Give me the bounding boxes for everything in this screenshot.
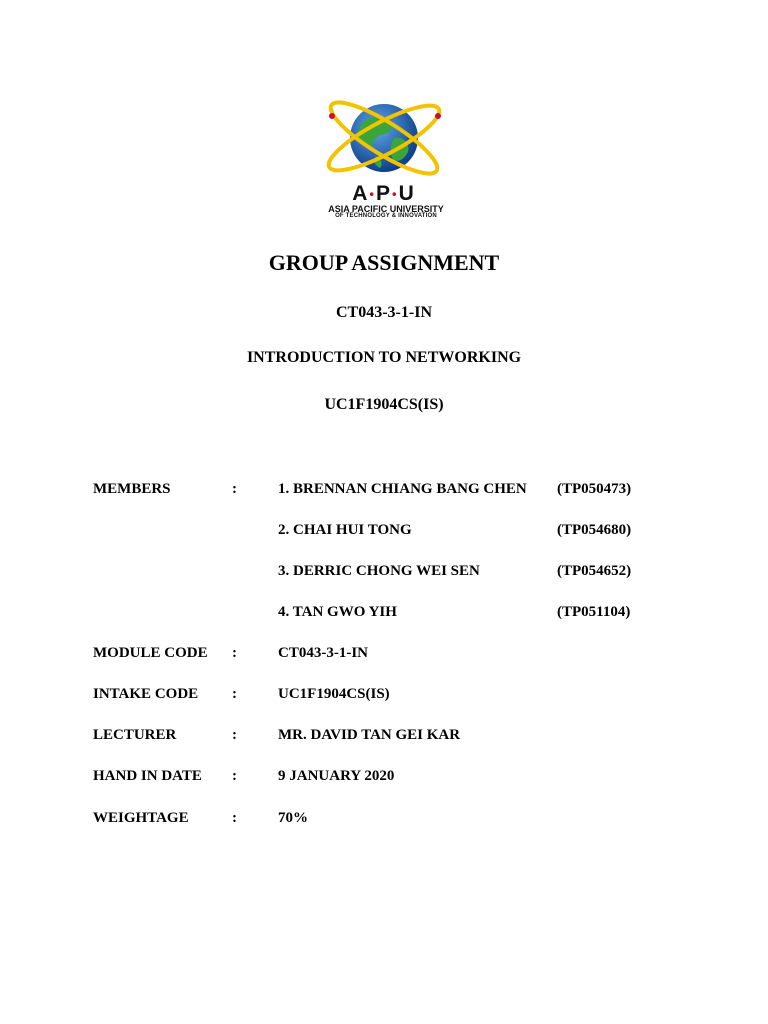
- detail-value: 9 JANUARY 2020: [278, 768, 395, 784]
- detail-label: HAND IN DATE: [93, 768, 202, 784]
- separator: :: [232, 727, 237, 743]
- member-id: (TP050473): [557, 481, 632, 497]
- detail-row-hand-in-date: [0, 766, 768, 786]
- detail-label: INTAKE CODE: [93, 686, 199, 702]
- separator: :: [232, 481, 237, 497]
- member-name: 4. TAN GWO YIH: [278, 604, 397, 620]
- member-id: (TP054680): [557, 522, 632, 538]
- detail-row-weightage: [0, 808, 768, 828]
- detail-label: LECTURER: [93, 727, 177, 743]
- detail-row-module-code: [0, 643, 768, 663]
- brand-letters: A•P•U: [352, 182, 416, 205]
- brand-letter: U: [398, 182, 416, 205]
- member-row: [0, 520, 768, 540]
- member-id: (TP051104): [557, 604, 631, 620]
- brand-letter: A: [352, 182, 370, 205]
- member-row: [0, 561, 768, 581]
- member-name: 2. CHAI HUI TONG: [278, 522, 412, 538]
- members-label: MEMBERS: [93, 481, 171, 497]
- detail-row-intake-code: [0, 684, 768, 704]
- detail-value: MR. DAVID TAN GEI KAR: [278, 727, 461, 743]
- brand-tagline: OF TECHNOLOGY & INNOVATION: [335, 213, 437, 219]
- detail-value: UC1F1904CS(IS): [278, 686, 390, 702]
- module-name-heading: INTRODUCTION TO NETWORKING: [246, 349, 522, 366]
- separator: :: [232, 810, 237, 826]
- detail-label: WEIGHTAGE: [93, 810, 189, 826]
- member-name: 1. BRENNAN CHIANG BANG CHEN: [278, 481, 527, 497]
- member-name: 3. DERRIC CHONG WEI SEN: [278, 563, 480, 579]
- brand-letter: P: [375, 182, 392, 205]
- module-code-heading: CT043-3-1-IN: [336, 304, 432, 321]
- page-title: GROUP ASSIGNMENT: [268, 250, 500, 275]
- brand-name: ASIA PACIFIC UNIVERSITY: [328, 204, 444, 214]
- member-row: [0, 602, 768, 622]
- member-row: [0, 479, 768, 499]
- detail-value: 70%: [278, 810, 308, 826]
- detail-label: MODULE CODE: [93, 645, 208, 661]
- detail-value: CT043-3-1-IN: [278, 645, 368, 661]
- intake-heading: UC1F1904CS(IS): [324, 396, 444, 413]
- separator: :: [232, 686, 237, 702]
- member-id: (TP054652): [557, 563, 632, 579]
- detail-row-lecturer: [0, 725, 768, 745]
- separator: :: [232, 645, 237, 661]
- separator: :: [232, 768, 237, 784]
